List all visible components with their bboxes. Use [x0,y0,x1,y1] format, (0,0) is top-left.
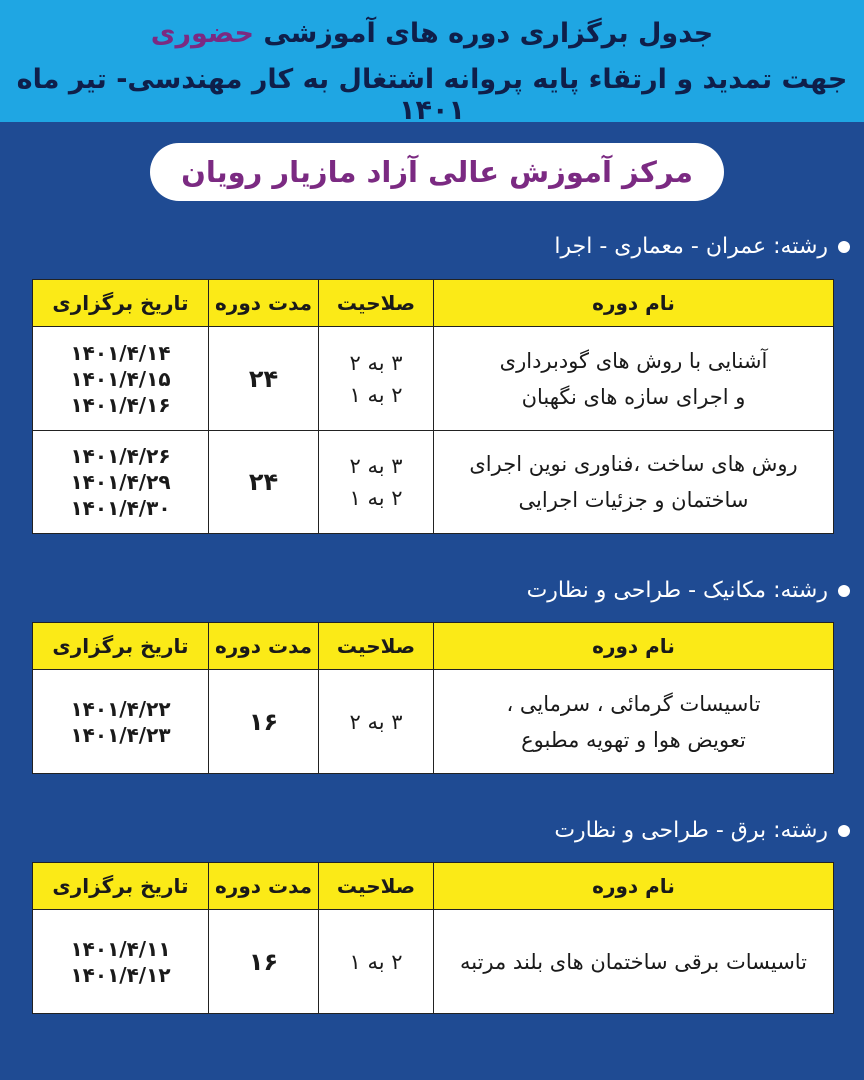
course-name-line: آشنایی با روش های گودبرداری [499,348,768,373]
qualification-cell [318,327,433,430]
duration-cell: ۱۶ [208,910,318,1013]
course-name-line: تاسیسات گرمائی ، سرمایی ، [506,691,761,716]
date-line: ۱۴۰۱/۴/۱۶ [70,392,171,417]
col-header-qual: صلاحیت [318,863,433,909]
header-title-line-1 [0,18,864,49]
header-banner [0,0,864,126]
col-header-date: تاریخ برگزاری [52,291,189,315]
course-name-cell [433,910,833,1013]
qualification-line: ۲ به ۱ [349,382,403,407]
col-header-duration: مدت دوره [208,863,318,909]
col-header-name: نام دوره [433,623,833,669]
bullet-icon [838,241,850,253]
qualification-line: ۲ به ۱ [349,486,403,510]
duration-cell: ۲۴ [208,327,318,430]
bullet-icon [838,585,850,597]
qualification-cell: ۲ به ۱ [318,910,433,1013]
date-cell [33,910,208,1013]
date-line: ۱۴۰۱/۴/۱۵ [70,366,171,391]
table-row [33,670,833,773]
section-title-text: رشته: برق - طراحی و نظارت [554,818,828,843]
section-title-text: رشته: عمران - معماری - اجرا [554,234,828,259]
qualification-cell: ۳ به ۲ [318,670,433,773]
duration-cell: ۱۶ [208,670,318,773]
table-row [33,431,833,533]
date-cell [33,431,208,533]
course-name-line: و اجرای سازه های نگهبان [521,384,746,409]
table-row [33,910,833,1013]
course-name-line: روش های ساخت ،فناوری نوین اجرای [469,452,798,476]
course-name-cell [433,327,833,430]
header-title-line-2: جهت تمدید و ارتقاء پایه پروانه اشتغال به کار مهندسی- تیر ماه ۱۴۰۱ [16,64,848,126]
duration-cell: ۲۴ [208,431,318,533]
section-title-electrical [554,818,850,843]
qualification-cell [318,431,433,533]
col-header-name: نام دوره [433,280,833,326]
date-line: ۱۴۰۱/۴/۲۳ [70,722,171,747]
date-line: ۱۴۰۱/۴/۳۰ [70,496,171,520]
section-title-civil [554,234,850,259]
header-title-text: جدول برگزاری دوره های آموزشی [263,18,714,49]
course-name-line: ساختمان و جزئیات اجرایی [518,488,749,512]
col-header-duration: مدت دوره [208,280,318,326]
date-line: ۱۴۰۱/۴/۲۶ [70,444,171,468]
col-header-duration: مدت دوره [208,623,318,669]
date-line: ۱۴۰۱/۴/۲۲ [70,696,171,721]
course-name-cell [433,431,833,533]
course-name-line: تاسیسات برقی ساختمان های بلند مرتبه [459,949,808,974]
col-header-date: تاریخ برگزاری [52,874,189,898]
table-header-row [33,623,833,670]
date-line: ۱۴۰۱/۴/۱۱ [70,936,171,961]
table-header-row [33,280,833,327]
table-civil [32,279,834,534]
col-header-date: تاریخ برگزاری [52,634,189,658]
date-cell [33,327,208,430]
center-name-pill: مرکز آموزش عالی آزاد مازیار رویان [150,143,724,201]
col-header-qual: صلاحیت [318,623,433,669]
date-line: ۱۴۰۱/۴/۲۹ [70,470,171,494]
course-name-line: تعویض هوا و تهویه مطبوع [521,727,746,752]
date-line: ۱۴۰۱/۴/۱۴ [70,340,171,365]
qualification-line: ۳ به ۲ [349,350,403,375]
date-cell [33,670,208,773]
qualification-line: ۳ به ۲ [349,454,403,478]
table-mechanical [32,622,834,774]
col-header-name: نام دوره [433,863,833,909]
course-name-cell [433,670,833,773]
table-header-row [33,863,833,910]
section-title-mechanical [527,578,850,603]
header-title-accent: حضوری [150,18,254,49]
section-title-text: رشته: مکانیک - طراحی و نظارت [526,578,828,603]
bullet-icon [838,825,850,837]
table-row [33,327,833,431]
date-line: ۱۴۰۱/۴/۱۲ [70,962,171,987]
table-electrical [32,862,834,1014]
col-header-qual: صلاحیت [318,280,433,326]
